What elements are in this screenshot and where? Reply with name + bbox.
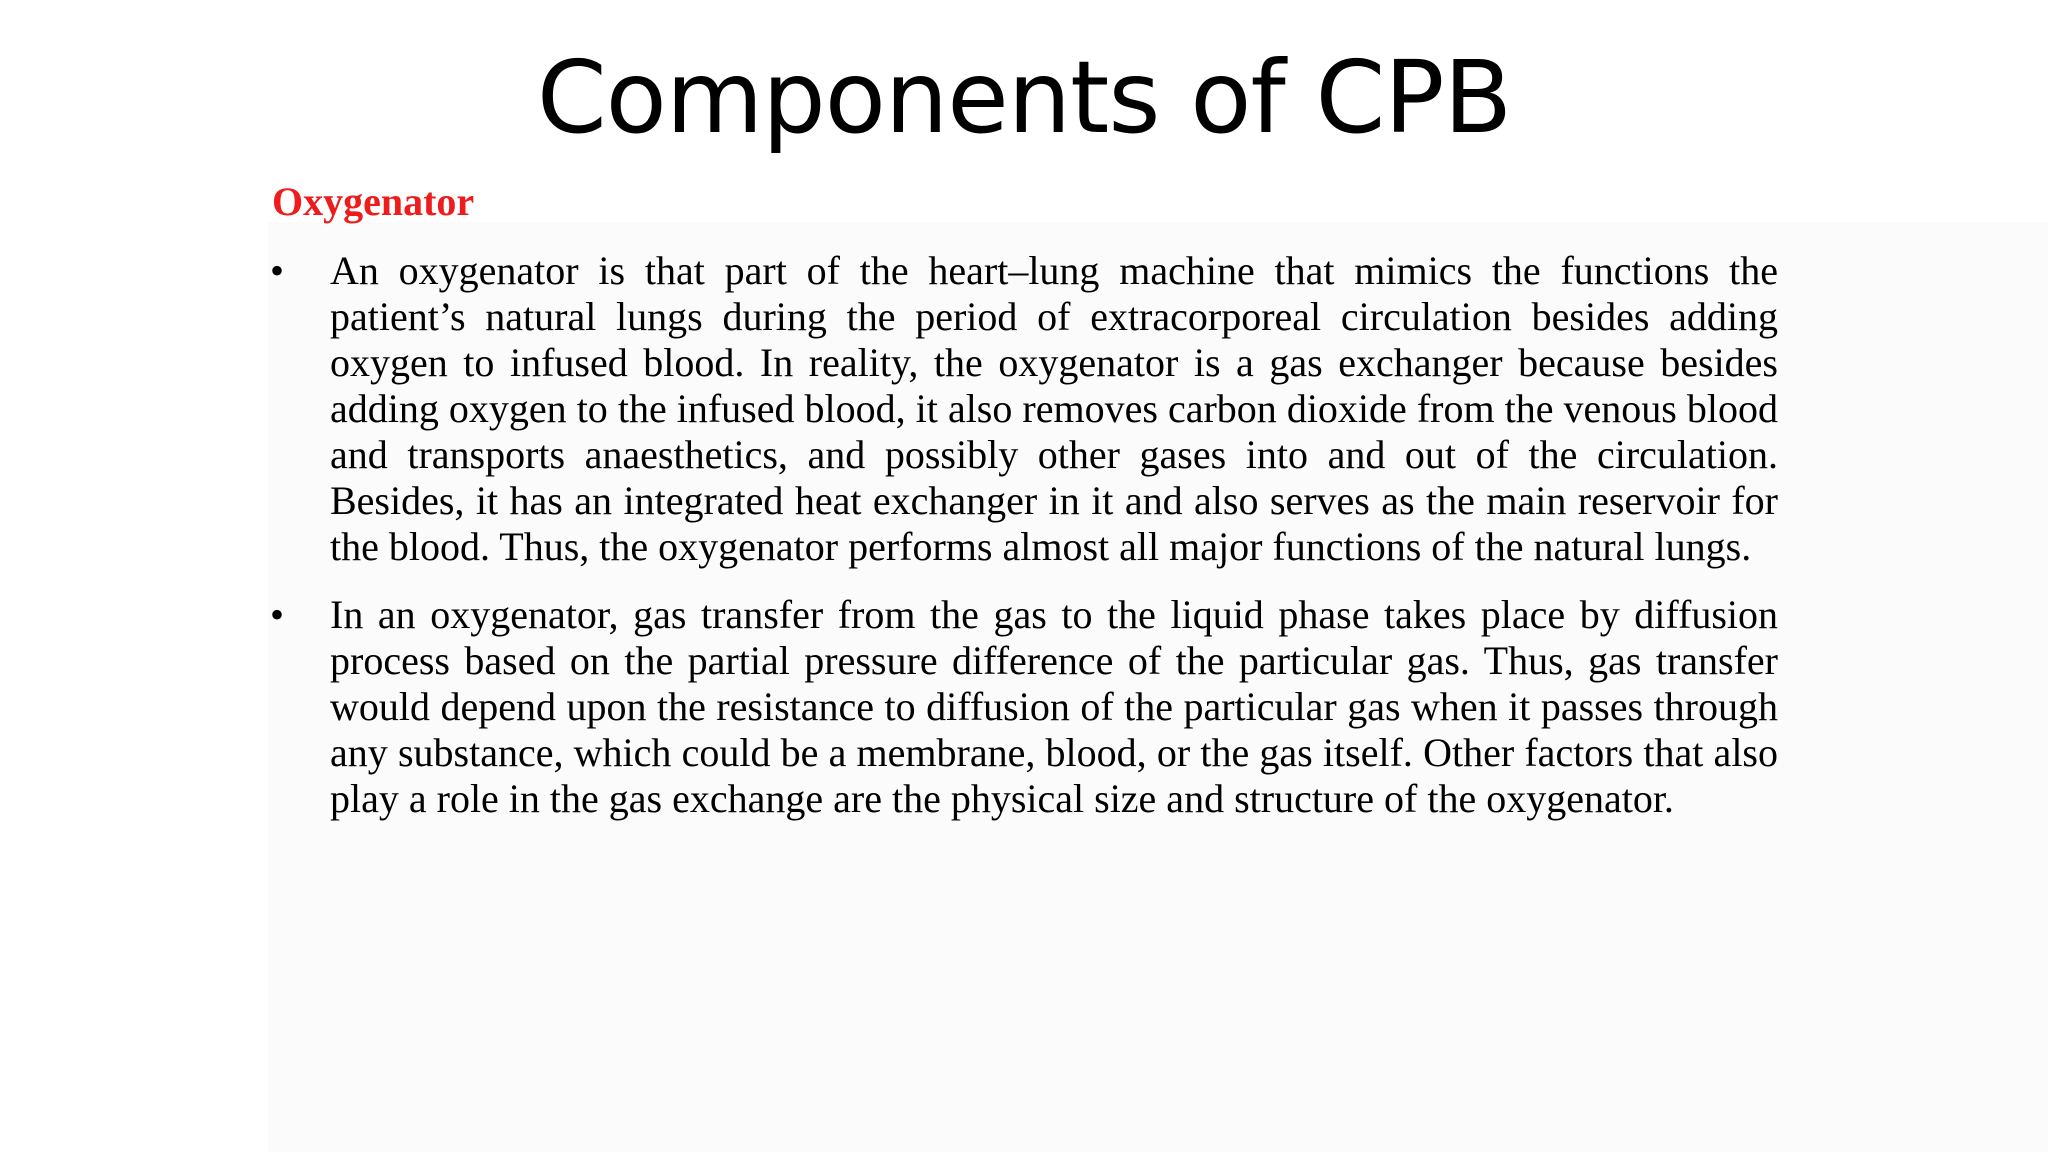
bullet-item (270, 248, 1778, 570)
bullet-list (270, 248, 1778, 844)
bullet-text: In an oxygenator, gas transfer from the gas to the liquid phase takes place by diffusion process based on the partial pressure difference of the particular gas. Thus, gas transfer would depend upon the resistance to diffusion of the particular gas when it passes through any substance, which could be a membrane, blood, or the gas itself. Other factors that also play a role in the gas exchange are the physical size and structure of the oxygenator. (330, 592, 1778, 821)
bullet-text: An oxygenator is that part of the heart–lung machine that mimics the functions the patient’s natural lungs during the period of extracorporeal circulation besides adding oxygen to infused blood. In reality, the oxygenator is a gas exchanger because besides adding oxygen to the infused blood, it also removes carbon dioxide from the venous blood and transports anaesthetics, and possibly other gases into and out of the circulation. Besides, it has an integrated heat exchanger in it and also serves as the main reservoir for the blood. Thus, the oxygenator performs almost all major functions of the natural lungs. (330, 248, 1778, 569)
bullet-icon: • (270, 592, 285, 637)
slide-title: Components of CPB (536, 39, 1512, 156)
section-heading: Oxygenator (272, 179, 475, 224)
bullet-icon: • (270, 248, 285, 293)
bullet-item (270, 592, 1778, 822)
